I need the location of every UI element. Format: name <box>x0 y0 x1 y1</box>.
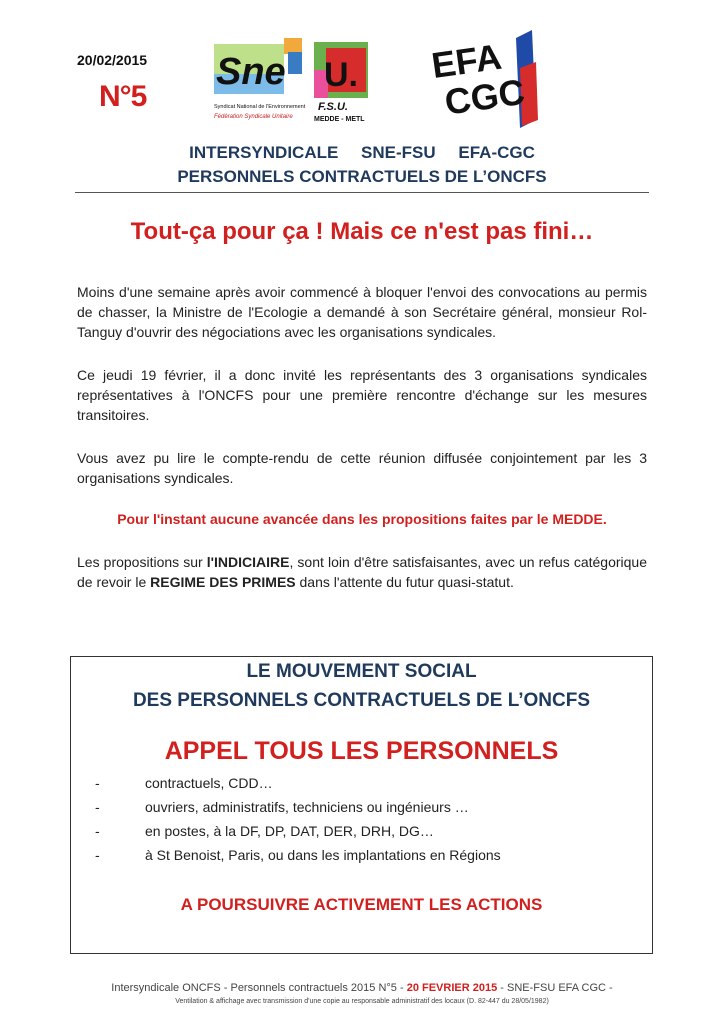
sne-logo <box>210 38 306 128</box>
list-item-text: ouvriers, administratifs, techniciens ou ingénieurs … <box>145 799 469 815</box>
footer-date: 20 FEVRIER 2015 <box>406 982 498 994</box>
paragraph-3: Vous avez pu lire le compte-rendu de cette réunion diffusée conjointement par les 3 organisations syndicales. <box>77 450 647 486</box>
action-call: A POURSUIVRE ACTIVEMENT LES ACTIONS <box>180 895 543 914</box>
list-item <box>95 775 273 791</box>
p4-indiciaire: l'INDICIAIRE <box>206 554 290 570</box>
highlight-statement: Pour l'instant aucune avancée dans les propositions faites par le MEDDE. <box>117 511 607 527</box>
personnels-heading: PERSONNELS CONTRACTUELS DE L’ONCFS <box>177 167 547 186</box>
list-item <box>95 823 434 839</box>
document-date: 20/02/2015 <box>77 52 148 68</box>
appeal-box <box>70 656 653 954</box>
intersyndicale-heading: INTERSYNDICALE SNE-FSU EFA-CGC <box>189 143 535 162</box>
footer-part-a: Intersyndicale ONCFS - Personnels contractuels 2015 N°5 - <box>111 982 407 994</box>
footer-line-1 <box>0 982 724 994</box>
fsu-logo-caption: F.S.U. <box>318 101 348 113</box>
box-title-2: DES PERSONNELS CONTRACTUELS DE L’ONCFS <box>132 690 591 711</box>
list-item <box>95 847 501 863</box>
fsu-logo <box>312 40 370 124</box>
efa-logo-line2: CGC <box>442 70 528 123</box>
main-title: Tout-ça pour ça ! Mais ce n'est pas fini… <box>130 218 594 245</box>
paragraph-4 <box>77 552 647 592</box>
sne-logo-subtitle2: Fédération Syndicale Unitaire <box>214 114 293 120</box>
footer-line-2: Ventilation & affichage avec transmission d'une copie au responsable administratif des locaux (D. 82-447 du 28/05/1982) <box>175 998 549 1005</box>
list-dash: - <box>95 823 100 839</box>
list-item-text: contractuels, CDD… <box>145 775 273 791</box>
fsu-logo-word: U. <box>324 56 358 94</box>
header-divider <box>75 192 649 193</box>
list-item-text: en postes, à la DF, DP, DAT, DER, DRH, DG… <box>145 823 434 839</box>
list-dash: - <box>95 775 100 791</box>
paragraph-1: Moins d'une semaine après avoir commencé à bloquer l'envoi des convocations au permis de chasser, la Ministre de l'Ecologie a demandé à son Secrétaire général, monsieur Rol-Tanguy d'ouvrir des négociations avec les organisations syndicales. <box>77 284 647 340</box>
p4-regime-primes: REGIME DES PRIMES <box>150 574 296 590</box>
footer-part-c: - SNE-FSU EFA CGC - <box>497 982 613 994</box>
efa-cgc-logo <box>428 28 540 130</box>
list-dash: - <box>95 847 100 863</box>
issue-number: N°5 <box>99 80 147 113</box>
p4-part-a: Les propositions sur <box>77 554 207 570</box>
appeal-heading: APPEL TOUS LES PERSONNELS <box>164 737 559 765</box>
box-title-1: LE MOUVEMENT SOCIAL <box>246 661 477 682</box>
paragraph-2: Ce jeudi 19 février, il a donc invité les représentants des 3 organisations syndicales représentatives à l'ONCFS pour une première rencontre d'échange sur les mesures transitoires. <box>77 367 647 423</box>
efa-logo-line1: EFA <box>429 35 505 87</box>
fsu-logo-caption2: MEDDE - METL <box>314 116 365 123</box>
p4-part-e: dans l'attente du futur quasi-statut. <box>295 574 514 590</box>
sne-logo-subtitle1: Syndicat National de l'Environnement <box>214 104 306 110</box>
list-item <box>95 799 469 815</box>
list-item-text: à St Benoist, Paris, ou dans les implantations en Régions <box>145 847 501 863</box>
sne-logo-word: Sne <box>216 51 286 93</box>
p4-part-c: , sont loin d'être satisfaisantes, avec un refus catégorique de revoir le <box>77 554 647 590</box>
list-dash: - <box>95 799 100 815</box>
